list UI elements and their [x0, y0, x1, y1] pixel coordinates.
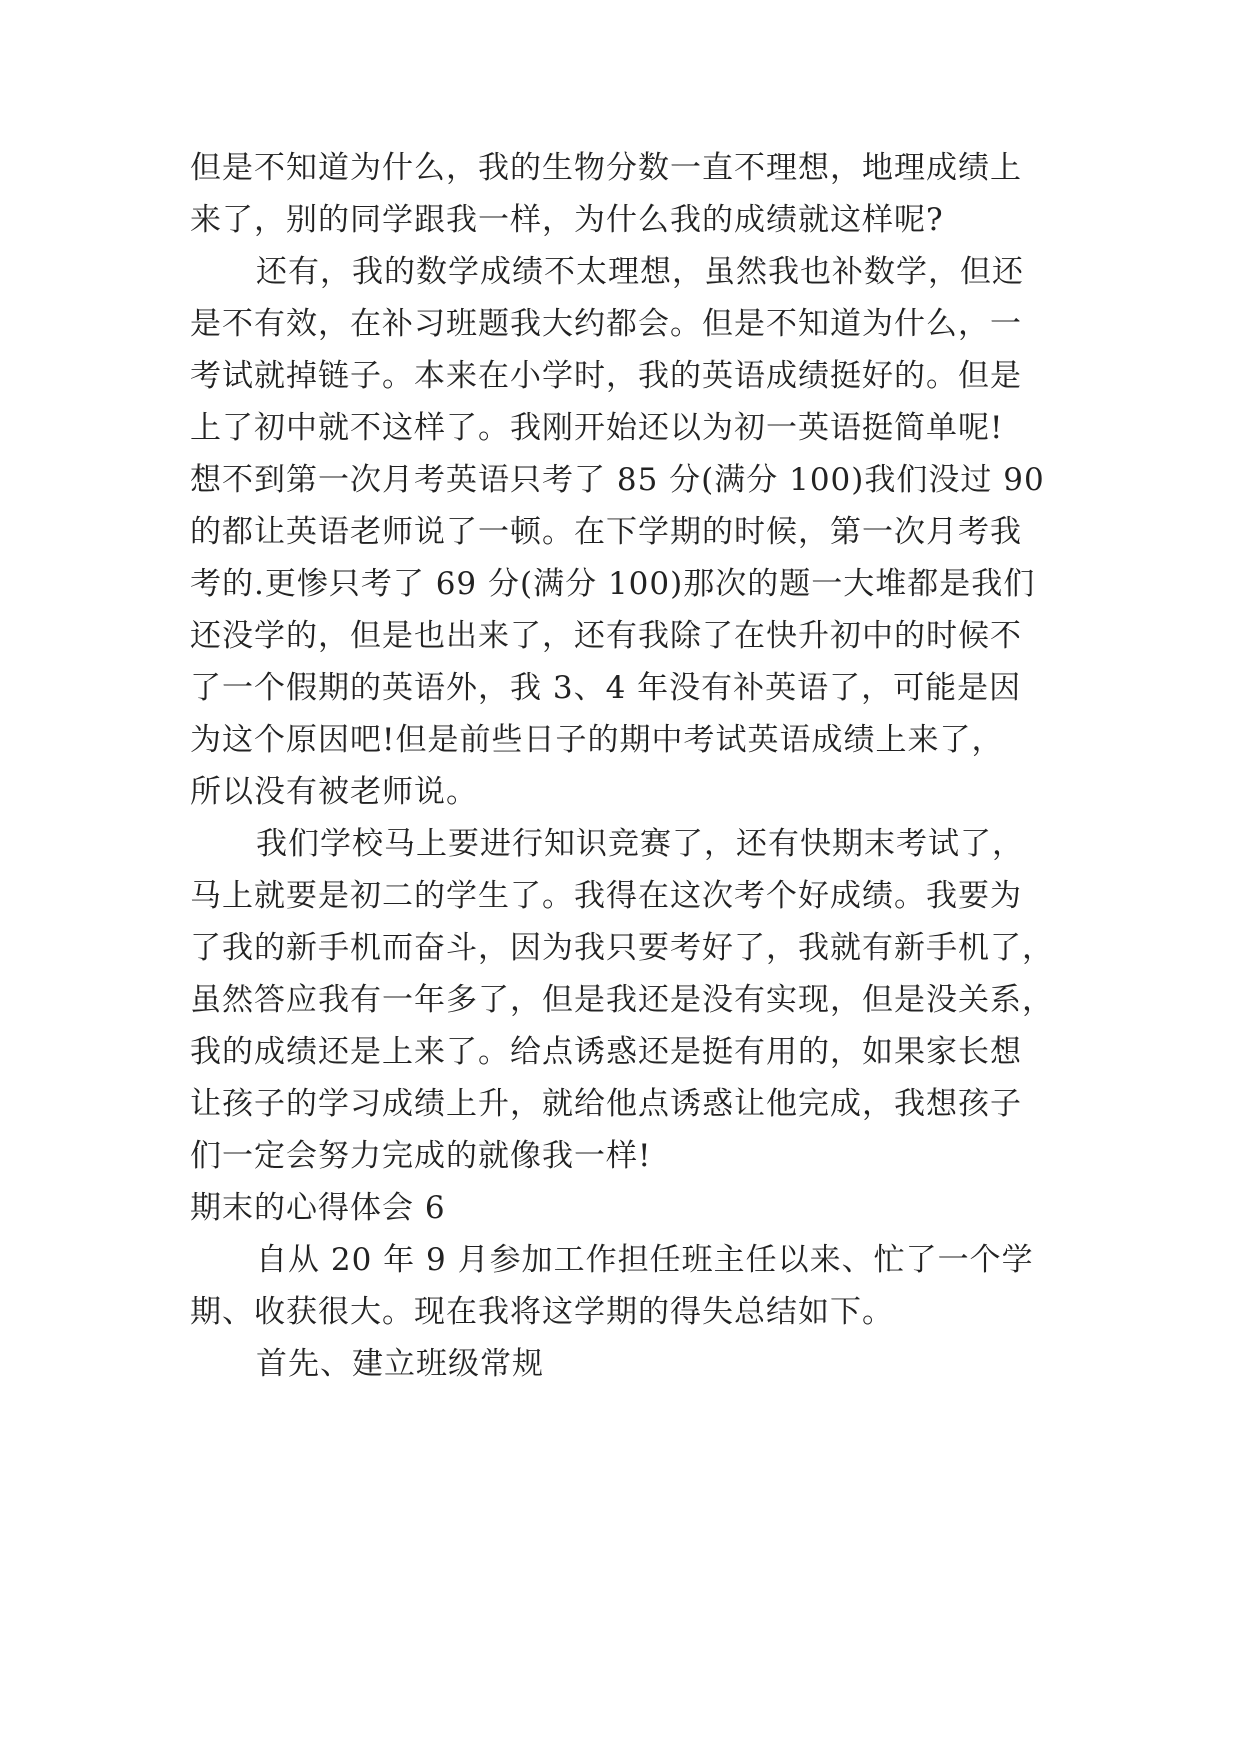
text-line: 我的成绩还是上来了。给点诱惑还是挺有用的，如果家长想	[190, 1034, 1022, 1070]
paragraph-start-line: 自从 20 年 9 月参加工作担任班主任以来、忙了一个学	[256, 1242, 1034, 1278]
text-line: 上了初中就不这样了。我刚开始还以为初一英语挺简单呢!	[190, 410, 1004, 446]
text-line: 期、收获很大。现在我将这学期的得失总结如下。	[190, 1294, 894, 1330]
paragraph-start-line: 还有，我的数学成绩不太理想，虽然我也补数学，但还	[256, 254, 1024, 290]
paragraph-start-line: 我们学校马上要进行知识竞赛了，还有快期末考试了，	[256, 826, 1024, 862]
paragraph-start-line: 首先、建立班级常规	[256, 1346, 544, 1382]
text-line: 们一定会努力完成的就像我一样!	[190, 1138, 652, 1174]
text-line: 来了，别的同学跟我一样，为什么我的成绩就这样呢?	[190, 202, 944, 238]
text-line: 想不到第一次月考英语只考了 85 分(满分 100)我们没过 90	[190, 462, 1045, 498]
text-line: 了我的新手机而奋斗，因为我只要考好了，我就有新手机了，	[190, 930, 1054, 966]
text-line: 考试就掉链子。本来在小学时，我的英语成绩挺好的。但是	[190, 358, 1022, 394]
text-line: 的都让英语老师说了一顿。在下学期的时候，第一次月考我	[190, 514, 1022, 550]
text-line: 还没学的，但是也出来了，还有我除了在快升初中的时候不	[190, 618, 1022, 654]
text-line: 考的.更惨只考了 69 分(满分 100)那次的题一大堆都是我们	[190, 566, 1036, 602]
section-heading: 期末的心得体会 6	[190, 1190, 446, 1226]
text-line: 但是不知道为什么，我的生物分数一直不理想，地理成绩上	[190, 150, 1022, 186]
text-line: 让孩子的学习成绩上升，就给他点诱惑让他完成，我想孩子	[190, 1086, 1022, 1122]
text-line: 所以没有被老师说。	[190, 774, 478, 810]
text-line: 了一个假期的英语外，我 3、4 年没有补英语了，可能是因	[190, 670, 1022, 706]
text-line: 是不有效，在补习班题我大约都会。但是不知道为什么，一	[190, 306, 1022, 342]
text-line: 马上就要是初二的学生了。我得在这次考个好成绩。我要为	[190, 878, 1022, 914]
text-line: 为这个原因吧!但是前些日子的期中考试英语成绩上来了，	[190, 722, 1004, 758]
text-line: 虽然答应我有一年多了，但是我还是没有实现，但是没关系，	[190, 982, 1054, 1018]
